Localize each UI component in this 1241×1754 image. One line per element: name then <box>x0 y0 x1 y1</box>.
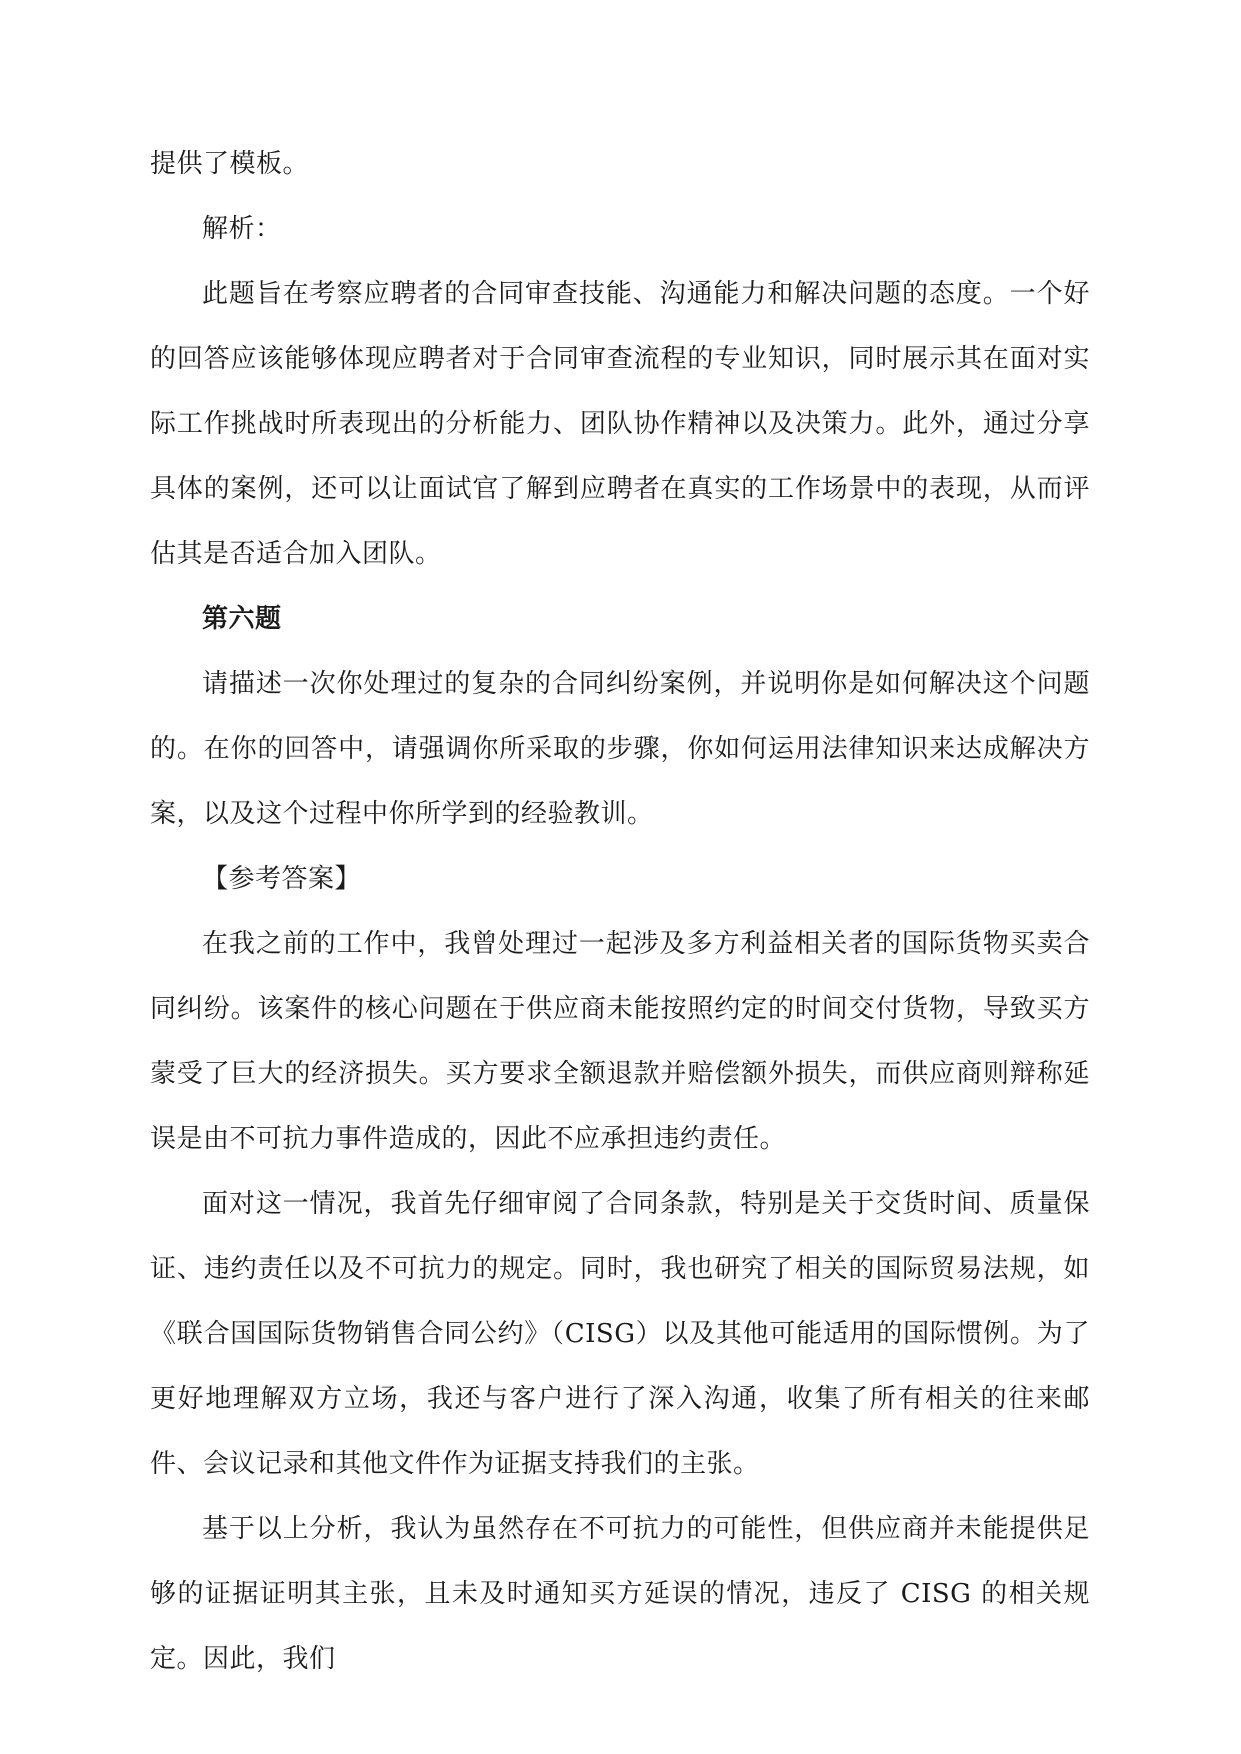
document-body <box>150 132 1090 1692</box>
paragraph-continuation: 提供了模板。 <box>150 149 310 179</box>
answer-paragraph-1: 在我之前的工作中，我曾处理过一起涉及多方利益相关者的国际货物买卖合同纠纷。该案件的核心问题在于供应商未能按照约定的时间交付货物，导致买方蒙受了巨大的经济损失。买方要求全额退款并赔偿额外损失，而供应商则辩称延误是由不可抗力事件造成的，因此不应承担违约责任。 <box>150 929 1090 1154</box>
analysis-label: 解析： <box>202 214 282 244</box>
answer-paragraph-3: 基于以上分析，我认为虽然存在不可抗力的可能性，但供应商并未能提供足够的证据证明其主张，且未及时通知买方延误的情况，违反了 CISG 的相关规定。因此，我们 <box>150 1514 1090 1674</box>
reference-answer-label: 【参考答案】 <box>202 864 362 894</box>
question-paragraph: 请描述一次你处理过的复杂的合同纠纷案例，并说明你是如何解决这个问题的。在你的回答中，请强调你所采取的步骤，你如何运用法律知识来达成解决方案，以及这个过程中你所学到的经验教训。 <box>150 669 1090 829</box>
question-heading: 第六题 <box>202 604 282 634</box>
answer-paragraph-2: 面对这一情况，我首先仔细审阅了合同条款，特别是关于交货时间、质量保证、违约责任以及不可抗力的规定。同时，我也研究了相关的国际贸易法规，如《联合国国际货物销售合同公约》（CISG）以及其他可能适用的国际惯例。为了更好地理解双方立场，我还与客户进行了深入沟通，收集了所有相关的往来邮件、会议记录和其他文件作为证据支持我们的主张。 <box>150 1189 1090 1479</box>
analysis-paragraph: 此题旨在考察应聘者的合同审查技能、沟通能力和解决问题的态度。一个好的回答应该能够体现应聘者对于合同审查流程的专业知识，同时展示其在面对实际工作挑战时所表现出的分析能力、团队协作精神以及决策力。此外，通过分享具体的案例，还可以让面试官了解到应聘者在真实的工作场景中的表现，从而评估其是否适合加入团队。 <box>150 279 1090 569</box>
